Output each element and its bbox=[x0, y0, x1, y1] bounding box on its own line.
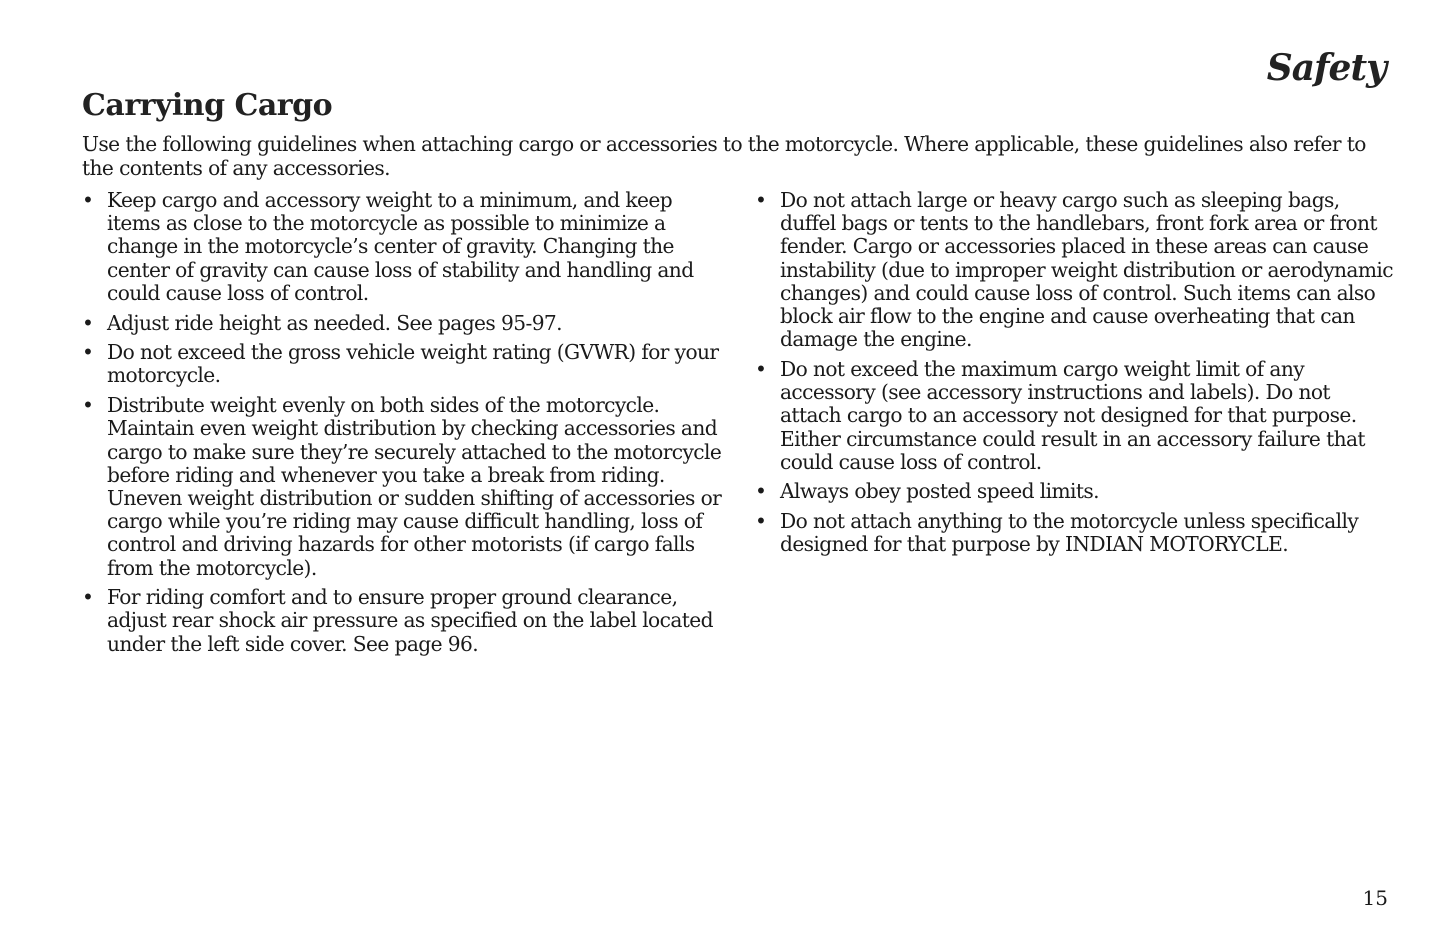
bullet-text: Do not attach anything to the motorcycle unless specifically designed for that purpose by INDIAN MOTORYCLE. bbox=[780, 509, 1359, 557]
bullet-icon: • bbox=[82, 393, 94, 418]
bullet-item bbox=[755, 510, 1395, 556]
bullet-icon: • bbox=[82, 585, 94, 610]
bullet-icon: • bbox=[755, 356, 767, 381]
bullet-text: Adjust ride height as needed. See pages 95-97. bbox=[107, 310, 562, 335]
bullet-text: Do not exceed the gross vehicle weight rating (GVWR) for your motorcycle. bbox=[107, 340, 719, 388]
bullet-text: Keep cargo and accessory weight to a minimum, and keep items as close to the motorcycle as possible to minimize a change in the motorcycle’s center of gravity. Changing the center of gravity can cause loss of stability and handling and could cause loss of control. bbox=[107, 188, 694, 305]
bullet-icon: • bbox=[82, 188, 94, 212]
bullet-icon: • bbox=[755, 509, 767, 534]
bullet-item bbox=[755, 480, 1395, 503]
bullet-item bbox=[755, 189, 1395, 351]
right-bullet-list bbox=[755, 189, 1395, 563]
page-title: Carrying Cargo bbox=[82, 88, 333, 123]
intro-paragraph: Use the following guidelines when attaching cargo or accessories to the motorcycle. Where applicable, these guidelines also refer to the contents of any accessories. bbox=[82, 132, 1366, 180]
bullet-item bbox=[82, 312, 722, 335]
bullet-item bbox=[755, 358, 1395, 474]
bullet-icon: • bbox=[755, 188, 767, 212]
bullet-item bbox=[82, 189, 722, 305]
bullet-text: For riding comfort and to ensure proper ground clearance, adjust rear shock air pressure as specified on the label located under the left side cover. See page 96. bbox=[107, 585, 713, 656]
bullet-icon: • bbox=[82, 340, 94, 365]
bullet-text: Do not exceed the maximum cargo weight limit of any accessory (see accessory instructions and labels). Do not attach cargo to an accessory not designed for that purpose. Either circumstance could result in an accessory failure that could cause loss of control. bbox=[780, 356, 1365, 474]
bullet-text: Do not attach large or heavy cargo such as sleeping bags, duffel bags or tents to the handlebars, front fork area or front fender. Cargo or accessories placed in these areas can cause instability (due to improper weight distribution or aerodynamic changes) and could cause loss of control. Such items can also block air flow to the engine and cause overheating that can damage the engine. bbox=[780, 188, 1393, 352]
bullet-item bbox=[82, 394, 722, 580]
bullet-icon: • bbox=[755, 479, 767, 504]
section-header: Safety bbox=[1266, 47, 1386, 89]
bullet-text: Always obey posted speed limits. bbox=[780, 479, 1099, 504]
bullet-item bbox=[82, 341, 722, 387]
left-bullet-list bbox=[82, 189, 722, 662]
bullet-icon: • bbox=[82, 310, 94, 335]
bullet-item bbox=[82, 586, 722, 656]
bullet-text: Distribute weight evenly on both sides of the motorcycle. Maintain even weight distribution by checking accessories and cargo to make sure they’re securely attached to the motorcycle before riding and whenever you take a break from riding. Uneven weight distribution or sudden shifting of accessories or cargo while you’re riding may cause difficult handling, loss of control and driving hazards for other motorists (if cargo falls from the motorcycle). bbox=[107, 393, 722, 580]
page-number: 15 bbox=[1362, 886, 1388, 910]
